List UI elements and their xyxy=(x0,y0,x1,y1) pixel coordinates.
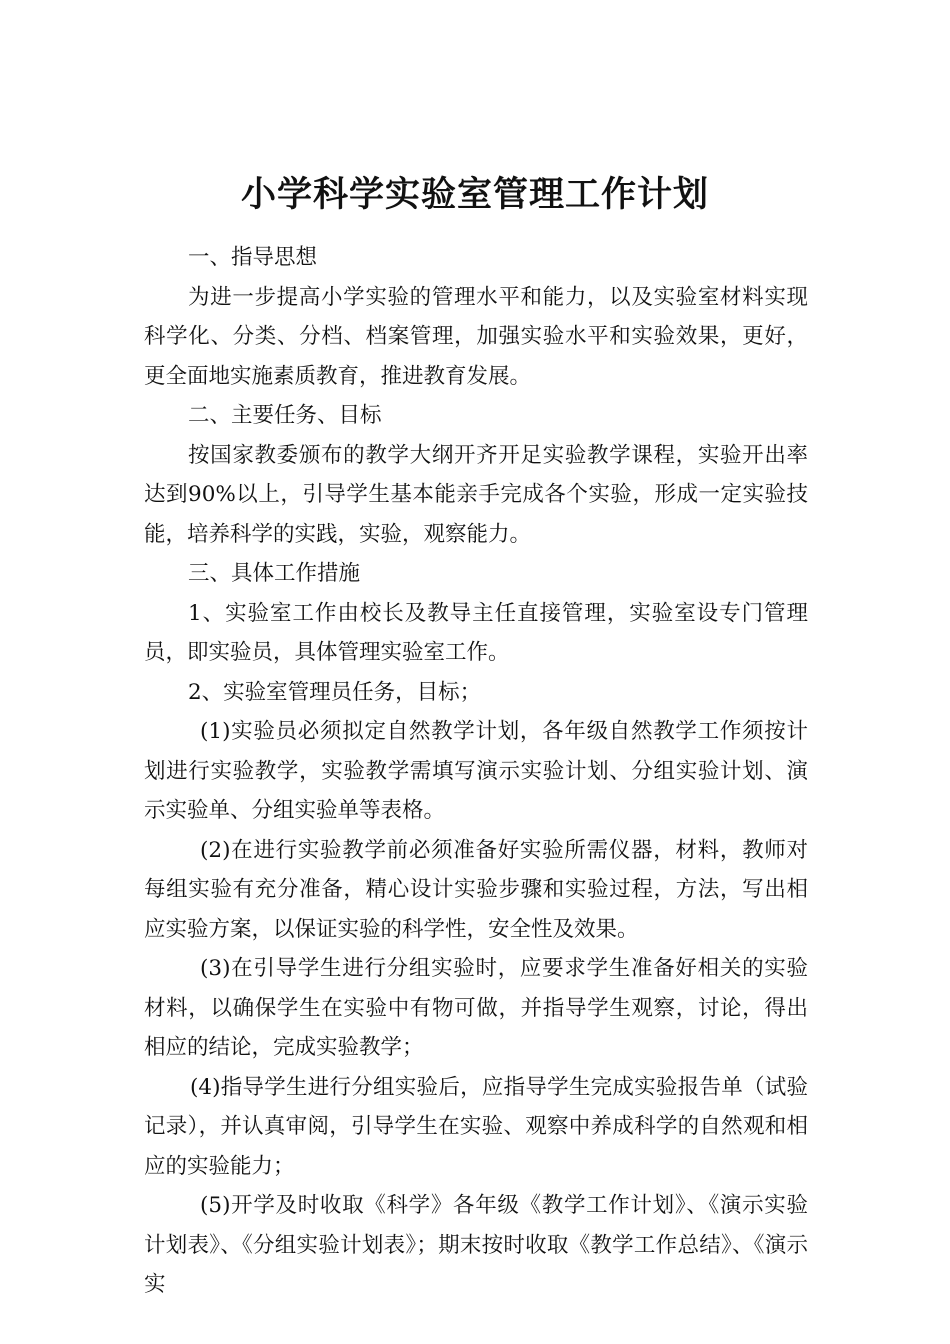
section-heading-guiding-thought: 一、指导思想 xyxy=(188,245,318,270)
list-item: 2、实验室管理员任务，目标； xyxy=(188,679,482,705)
paragraph: 为进一步提高小学实验的管理水平和能力，以及实验室材料实现科学化、分类、分档、档案管理，加强实验水平和实验效果，更好，更全面地实施素质教育，推进教育发展。 xyxy=(144,284,808,389)
sub-list-item: (1)实验员必须拟定自然教学计划，各年级自然教学工作须按计划进行实验教学，实验教学需填写演示实验计划、分组实验计划、演示实验单、分组实验单等表格。 xyxy=(144,719,808,823)
document-title: 小学科学实验室管理工作计划 xyxy=(240,174,709,215)
document-body xyxy=(144,238,808,1305)
sub-list-item: (5)开学及时收取《科学》各年级《教学工作计划》、《演示实验计划表》、《分组实验计划表》；期末按时收取《教学工作总结》、《演示实 xyxy=(144,1193,808,1297)
paragraph: 按国家教委颁布的教学大纲开齐开足实验教学课程，实验开出率达到90%以上，引导学生基本能亲手完成各个实验，形成一定实验技能，培养科学的实践，实验，观察能力。 xyxy=(144,442,808,547)
list-item: 1、实验室工作由校长及教导主任直接管理，实验室设专门管理员，即实验员，具体管理实验室工作。 xyxy=(144,600,808,665)
sub-list-item: (4)指导学生进行分组实验后，应指导学生完成实验报告单（试验记录），并认真审阅，引导学生在实验、观察中养成科学的自然观和相应的实验能力； xyxy=(144,1074,808,1179)
section-heading-main-tasks: 二、主要任务、目标 xyxy=(188,403,382,428)
section-heading-specific-measures: 三、具体工作措施 xyxy=(188,561,361,586)
sub-list-item: (3)在引导学生进行分组实验时，应要求学生准备好相关的实验材料，以确保学生在实验中有物可做，并指导学生观察，讨论，得出相应的结论，完成实验教学； xyxy=(144,956,808,1060)
sub-list-item: (2)在进行实验教学前必须准备好实验所需仪器，材料，教师对每组实验有充分准备，精心设计实验步骤和实验过程，方法，写出相应实验方案，以保证实验的科学性，安全性及效果。 xyxy=(144,837,808,942)
